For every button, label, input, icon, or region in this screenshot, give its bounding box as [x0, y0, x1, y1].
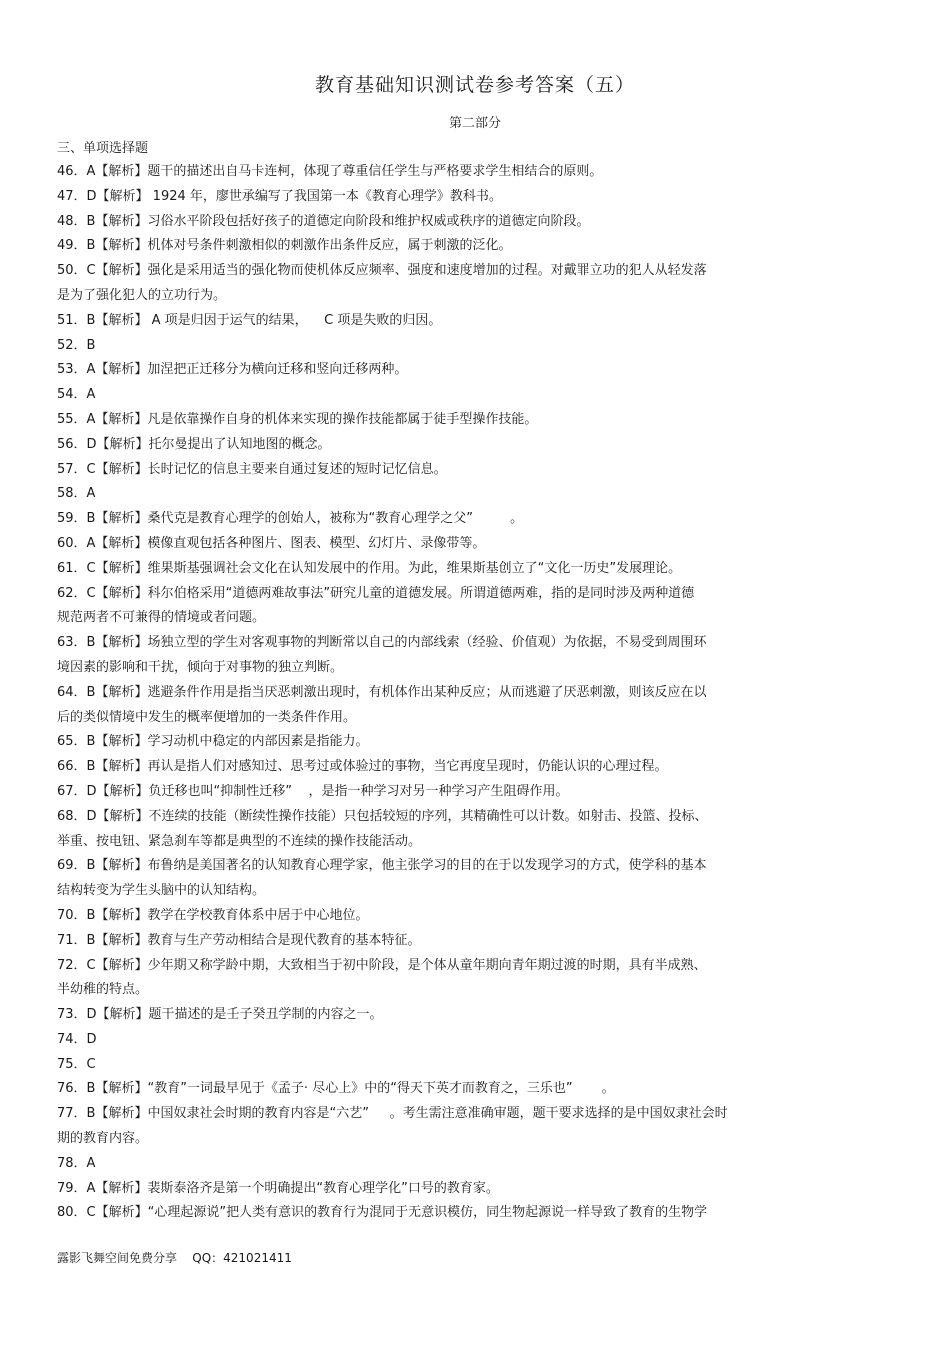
answer-line: 53．A【解析】加涅把正迁移分为横向迁移和竖向迁移两种。 — [57, 362, 408, 378]
answer-line: 结构转变为学生头脑中的认知结构。 — [57, 883, 266, 899]
page-subtitle: 第二部分 — [448, 116, 501, 131]
answer-list — [57, 160, 857, 1226]
answer-line: 52．B — [57, 337, 96, 353]
answer-line: 55．A【解析】凡是依靠操作自身的机体来实现的操作技能都属于徒手型操作技能。 — [57, 411, 538, 427]
answer-line: 56．D【解析】托尔曼提出了认知地图的概念。 — [57, 436, 331, 452]
answer-line: 76．B【解析】“教育”一词最早见于《孟子· 尽心上》中的“得天下英才而教育之，三乐也” 。 — [57, 1081, 615, 1097]
answer-line: 79．A【解析】裴斯泰洛齐是第一个明确提出“教育心理学化”口号的教育家。 — [57, 1180, 499, 1196]
page-footer: 露影飞舞空间免费分享 QQ：421021411 — [57, 1251, 292, 1265]
answer-line: 后的类似情境中发生的概率便增加的一类条件作用。 — [57, 709, 357, 725]
answer-line: 61．C【解析】维果斯基强调社会文化在认知发展中的作用。为此，维果斯基创立了“文化一历史”发展理论。 — [57, 560, 682, 576]
answer-line: 60．A【解析】模像直观包括各种图片、图表、模型、幻灯片、录像带等。 — [57, 535, 486, 551]
answer-line: 半幼稚的特点。 — [57, 982, 149, 998]
answer-line: 69．B【解析】布鲁纳是美国著名的认知教育心理学家，他主张学习的目的在于以发现学习的方式，使学科的基本 — [57, 858, 707, 874]
answer-line: 58．A — [57, 486, 96, 502]
answer-line: 65．B【解析】学习动机中稳定的内部因素是指能力。 — [57, 734, 369, 750]
answer-line: 78．A — [57, 1155, 96, 1171]
answer-line: 67．D【解析】负迁移也叫“抑制性迁移” ，是指一种学习对另一种学习产生阻碍作用。 — [57, 783, 569, 799]
section-heading: 三、单项选择题 — [57, 141, 149, 156]
answer-line: 71．B【解析】教育与生产劳动相结合是现代教育的基本特征。 — [57, 932, 421, 948]
answer-line: 47．D【解析】 1924 年，廖世承编写了我国第一本《教育心理学》教科书。 — [57, 188, 502, 204]
answer-line: 49．B【解析】机体对号条件刺激相似的刺激作出条件反应，属于刺激的泛化。 — [57, 238, 512, 254]
answer-line: 64．B【解析】逃避条件作用是指当厌恶刺激出现时，有机体作出某种反应；从而逃避了厌恶刺激，则该反应在以 — [57, 684, 707, 700]
answer-line: 54．A — [57, 387, 96, 403]
answer-line: 境因素的影响和干扰，倾向于对事物的独立判断。 — [57, 659, 344, 675]
answer-line: 举重、按电钮、紧急刹车等都是典型的不连续的操作技能活动。 — [57, 833, 422, 849]
answer-line: 46．A【解析】题干的描述出自马卡连柯，体现了尊重信任学生与严格要求学生相结合的原则。 — [57, 164, 603, 179]
answer-line: 72．C【解析】少年期又称学龄中期，大致相当于初中阶段，是个体从童年期向青年期过渡的时期，具有半成熟、 — [57, 957, 707, 973]
answer-line: 66．B【解析】再认是指人们对感知过、思考过或体验过的事物，当它再度呈现时，仍能认识的心理过程。 — [57, 759, 668, 775]
page-title: 教育基础知识测试卷参考答案（五） — [314, 74, 635, 96]
answer-line: 57．C【解析】长时记忆的信息主要来自通过复述的短时记忆信息。 — [57, 461, 447, 477]
answer-line: 期的教育内容。 — [57, 1131, 149, 1147]
answer-line: 是为了强化犯人的立功行为。 — [57, 287, 227, 303]
answer-line: 70．B【解析】教学在学校教育体系中居于中心地位。 — [57, 907, 369, 923]
answer-line: 68．D【解析】不连续的技能（断续性操作技能）只包括较短的序列，其精确性可以计数。如射击、投篮、投标、 — [57, 808, 708, 824]
answer-line: 62．C【解析】科尔伯格采用“道德两难故事法”研究儿童的道德发展。所谓道德两难，指的是同时涉及两种道德 — [57, 585, 695, 601]
answer-line: 74．D — [57, 1031, 97, 1047]
answer-line: 48．B【解析】习俗水平阶段包括好孩子的道德定向阶段和维护权威或秩序的道德定向阶段。 — [57, 213, 590, 229]
answer-line: 73．D【解析】题干描述的是壬子癸丑学制的内容之一。 — [57, 1007, 383, 1023]
answer-line: 50．C【解析】强化是采用适当的强化物而使机体反应频率、强度和速度增加的过程。对戴罪立功的犯人从轻发落 — [57, 263, 707, 279]
answer-line: 77．B【解析】中国奴隶社会时期的教育内容是“六艺” 。考生需注意准确审题，题干要求选择的是中国奴隶社会时 — [57, 1106, 728, 1122]
answer-line: 59．B【解析】桑代克是教育心理学的创始人，被称为“教育心理学之父” 。 — [57, 511, 524, 527]
answer-line: 80．C【解析】“心理起源说”把人类有意识的教育行为混同于无意识模仿，同生物起源说一样导致了教育的生物学 — [57, 1205, 708, 1221]
answer-line: 75．C — [57, 1056, 96, 1072]
answer-line: 63．B【解析】场独立型的学生对客观事物的判断常以自己的内部线索（经验、价值观）为依据，不易受到周围环 — [57, 635, 707, 651]
answer-line: 规范两者不可兼得的情境或者问题。 — [57, 610, 266, 626]
answer-line: 51．B【解析】 A 项是归因于运气的结果， C 项是失败的归因。 — [57, 312, 442, 328]
